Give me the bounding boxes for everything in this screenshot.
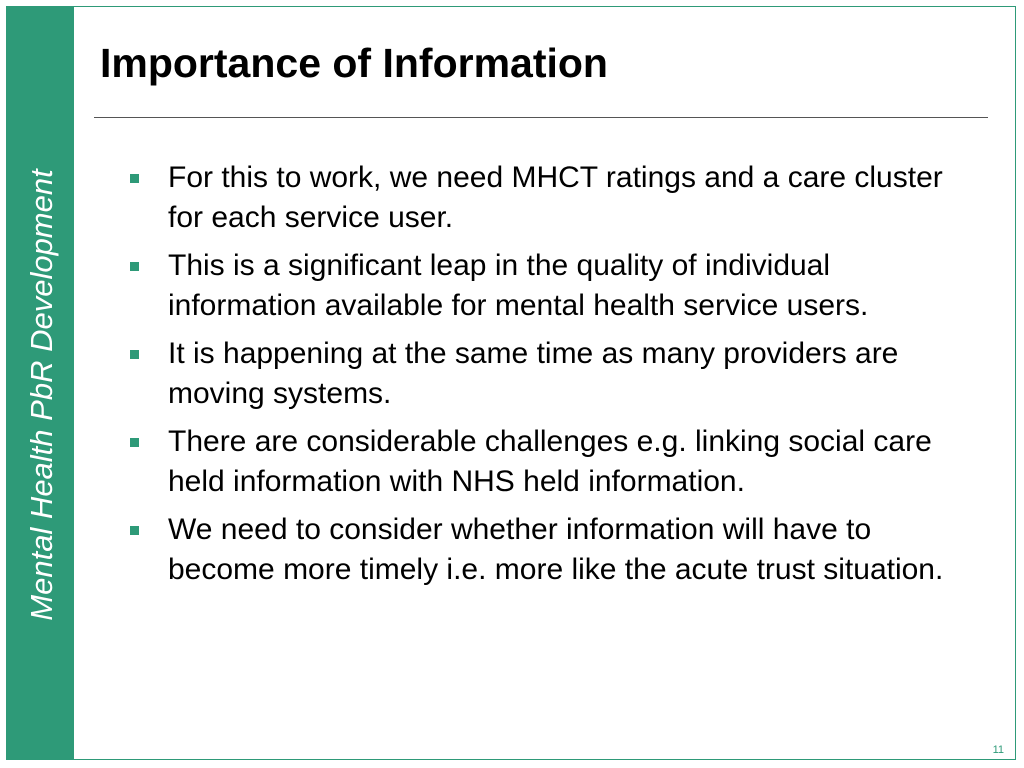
bullet-item [130, 158, 970, 238]
page-number: 11 [992, 744, 1004, 756]
bullet-item [130, 510, 970, 590]
slide-title: Importance of Information [100, 40, 608, 86]
square-bullet-icon [130, 262, 139, 271]
square-bullet-icon [130, 174, 139, 183]
bullet-list [130, 158, 970, 598]
bullet-item [130, 246, 970, 326]
square-bullet-icon [130, 526, 139, 535]
bullet-text: We need to consider whether information will have to become more timely i.e. more like the acute trust situation. [168, 513, 944, 586]
bullet-item [130, 334, 970, 414]
bullet-text: It is happening at the same time as many providers are moving systems. [168, 337, 899, 410]
bullet-text: For this to work, we need MHCT ratings and a care cluster for each service user. [168, 161, 943, 234]
bullet-text: There are considerable challenges e.g. linking social care held information with NHS held information. [168, 425, 932, 498]
title-divider [94, 117, 988, 118]
bullet-text: This is a significant leap in the quality of individual information available for mental health service users. [168, 249, 869, 322]
square-bullet-icon [130, 438, 139, 447]
sidebar-caption: Mental Health PbR Development [24, 169, 59, 621]
bullet-item [130, 422, 970, 502]
square-bullet-icon [130, 350, 139, 359]
